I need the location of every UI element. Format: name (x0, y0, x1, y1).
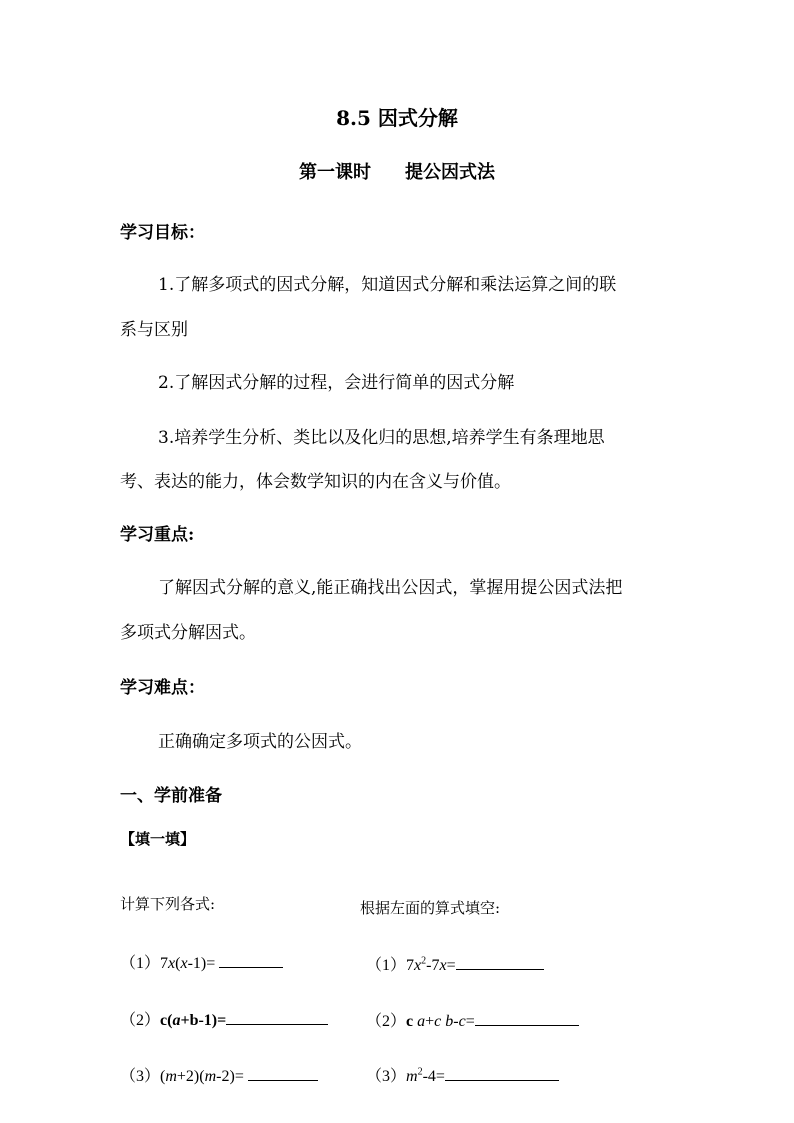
answer-blank[interactable] (475, 1011, 579, 1026)
left-item-2: （2）c(a+b-1)= (120, 1007, 328, 1030)
objective-3-line-1: 3.培养学生分析、类比以及化归的思想,培养学生有条理地思 (158, 428, 605, 448)
right-item-3: $(3)m^2-4=$ (366, 1063, 559, 1086)
lesson-subtitle (0, 158, 794, 184)
difficulties-line-1: 正确确定多项式的公因式。 (158, 732, 362, 752)
right-item-2: （2）c a+c b-c= (366, 1008, 579, 1031)
lesson-number: 第一课时 (299, 162, 371, 183)
objective-1-line-1: 1.了解多项式的因式分解，知道因式分解和乘法运算之间的联 (158, 275, 617, 295)
left-item-3: （3）(m+2)(m-2)= (120, 1063, 318, 1086)
objective-1-line-2: 系与区别 (120, 320, 188, 340)
right-item-1: $(1)7x^2-7x=$ (366, 952, 544, 975)
section-1-heading: 一、学前准备 (120, 786, 222, 806)
key-points-heading: 学习重点: (120, 525, 195, 545)
right-prompt: 根据左面的算式填空: (360, 899, 501, 917)
fill-in-label: 【填一填】 (120, 830, 196, 848)
answer-blank[interactable] (219, 953, 283, 968)
objective-3-line-2: 考、表达的能力，体会数学知识的内在含义与价值。 (120, 472, 511, 492)
key-points-line-1: 了解因式分解的意义,能正确找出公因式，掌握用提公因式法把 (158, 578, 623, 598)
difficulties-heading: 学习难点： (120, 678, 205, 698)
answer-blank[interactable] (226, 1010, 328, 1025)
answer-blank[interactable] (456, 955, 544, 970)
objective-2: 2.了解因式分解的过程，会进行简单的因式分解 (158, 373, 515, 393)
left-item-1: （1）7x(x-1)= (120, 950, 283, 973)
document-title: 8.5 因式分解 (336, 106, 458, 130)
lesson-topic: 提公因式法 (405, 162, 495, 183)
key-points-line-2: 多项式分解因式。 (120, 623, 256, 643)
left-prompt: 计算下列各式: (120, 895, 216, 913)
objectives-heading: 学习目标： (120, 223, 205, 243)
answer-blank[interactable] (248, 1066, 318, 1081)
answer-blank[interactable] (445, 1066, 559, 1081)
